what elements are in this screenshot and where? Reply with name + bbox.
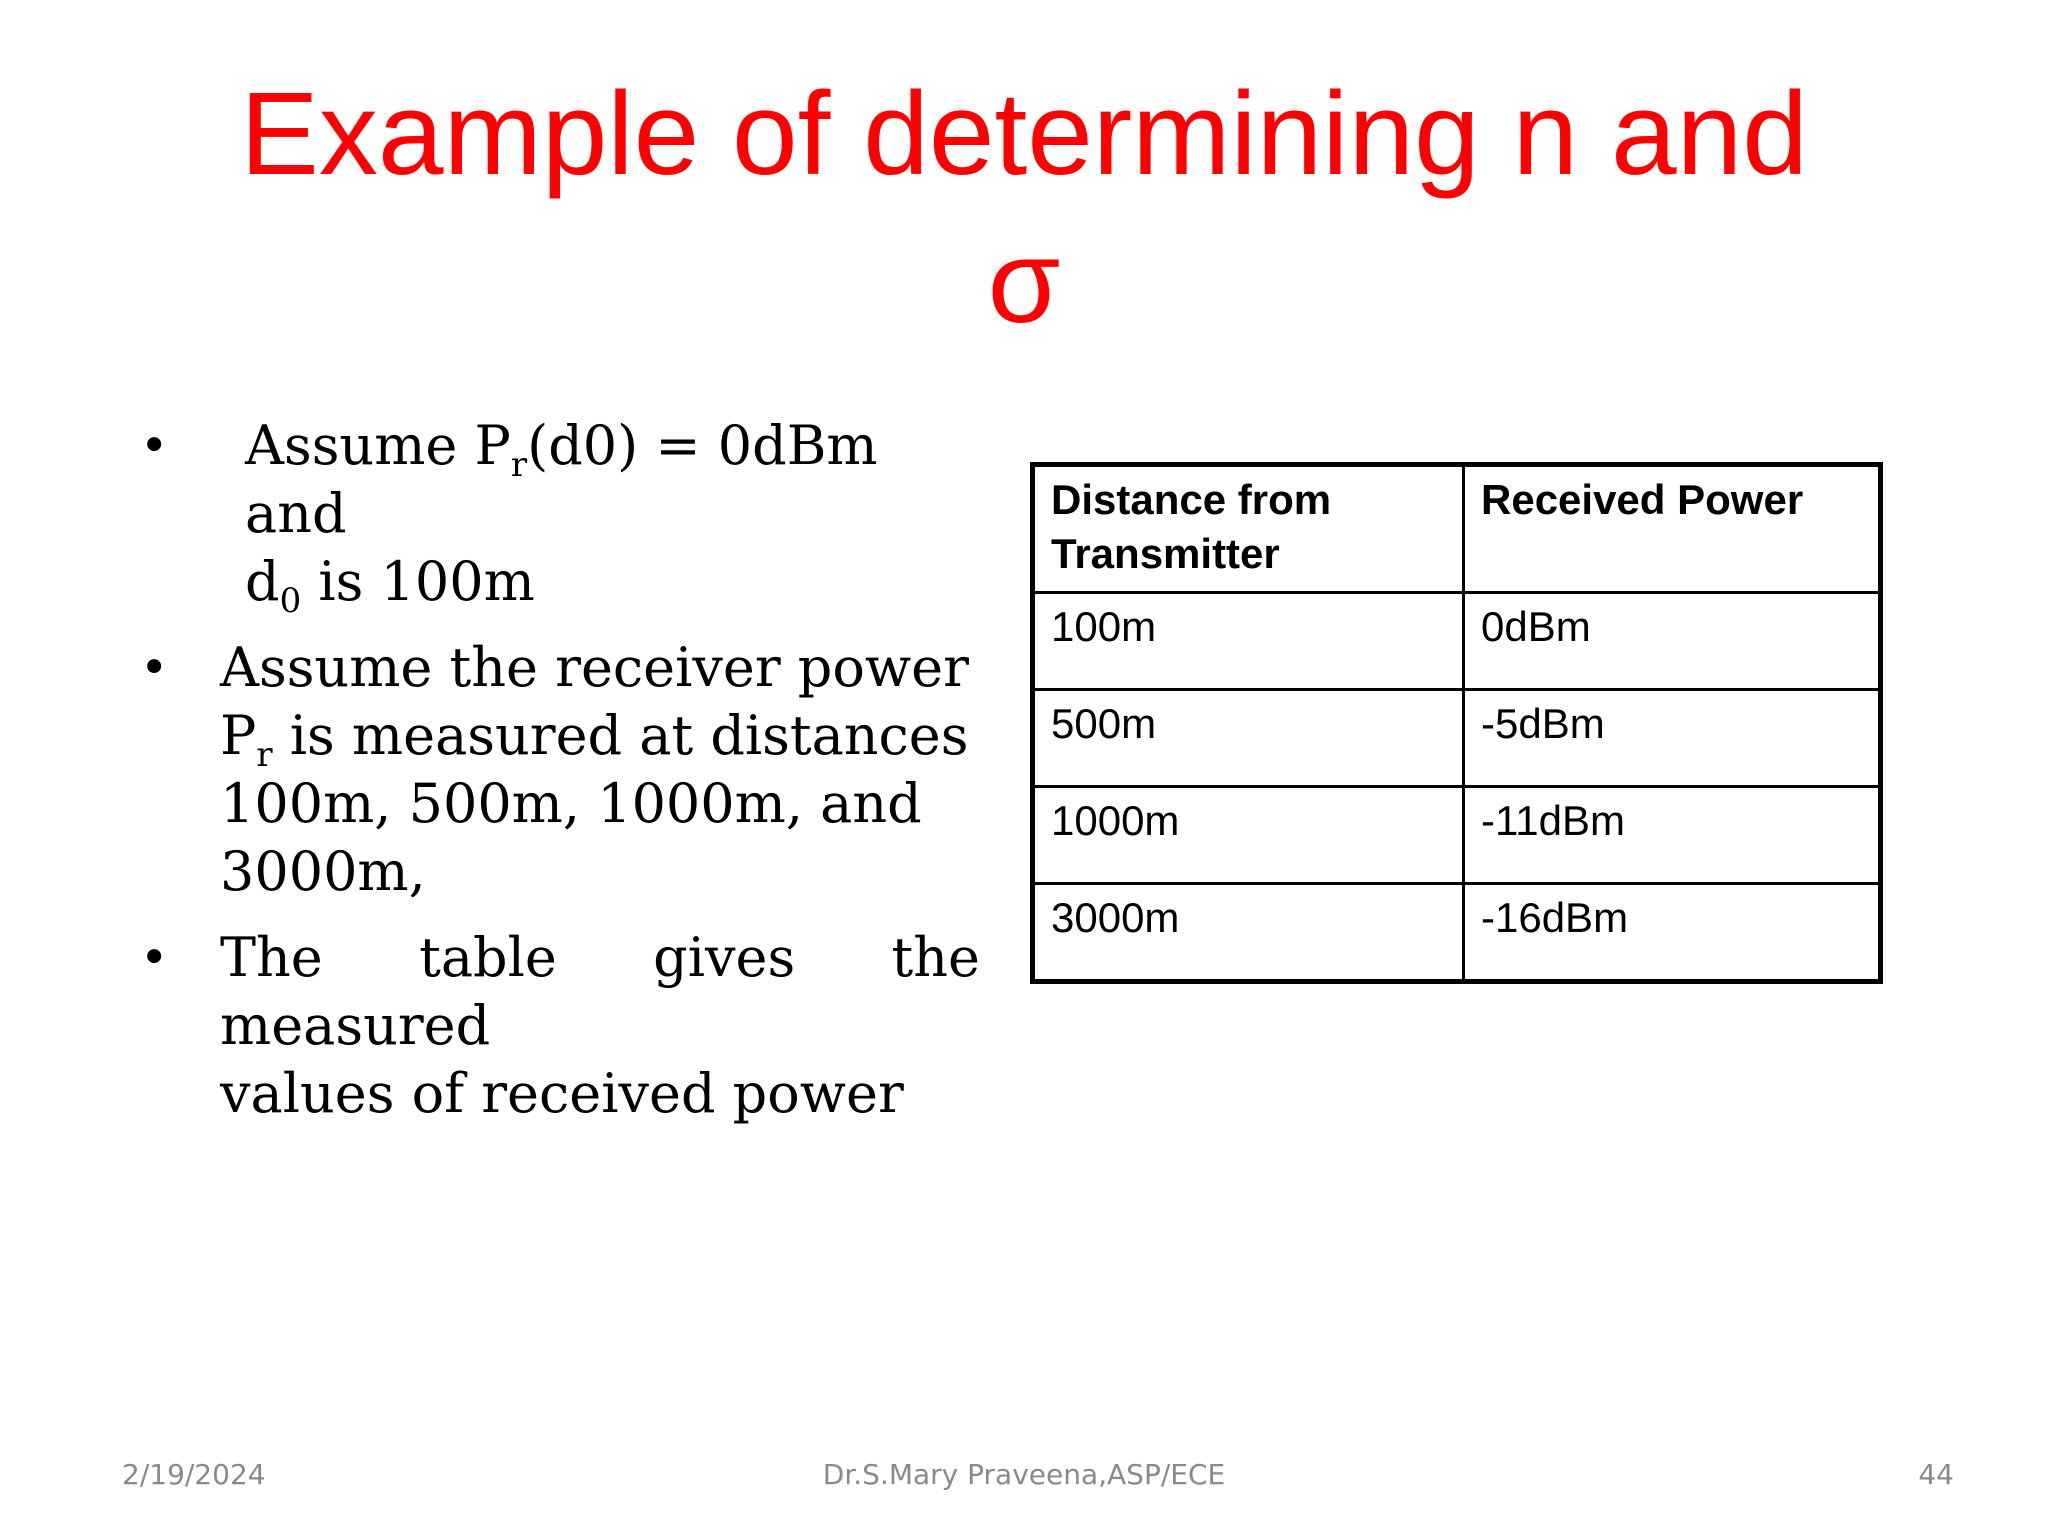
table-row <box>1033 690 1881 787</box>
table-row <box>1033 884 1881 982</box>
bullet-list <box>140 412 980 1146</box>
table-header-power: Received Power <box>1464 465 1881 593</box>
bullet-3-line-2: values of received power <box>220 1062 904 1125</box>
bullet-2-line-4: 3000m, <box>220 840 426 903</box>
footer-author: Dr.S.Mary Praveena,ASP/ECE <box>822 1458 1226 1491</box>
bullet-dot-icon: • <box>140 418 169 474</box>
bullet-2-line-3: 100m, 500m, 1000m, and <box>220 772 922 835</box>
bullet-item-3 <box>140 924 980 1128</box>
table-header-row <box>1033 465 1881 593</box>
bullet-3-line-1: The table gives the measured <box>220 926 980 1057</box>
table-cell-distance: 100m <box>1033 593 1464 690</box>
bullet-2-line-1: Assume the receiver power <box>220 636 969 699</box>
table-row <box>1033 593 1881 690</box>
bullet-1-line-2: $d_0$ is 100m <box>245 550 535 621</box>
table-cell-power: -5dBm <box>1464 690 1881 787</box>
bullet-1-line-1: Assume $P_r(d0) = 0dBm$ and <box>245 414 878 545</box>
table-cell-power: 0dBm <box>1464 593 1881 690</box>
title-line-2: σ <box>987 216 1061 348</box>
footer-date: 2/19/2024 <box>122 1458 266 1491</box>
table-cell-power: -11dBm <box>1464 787 1881 884</box>
table-cell-distance: 3000m <box>1033 884 1464 982</box>
bullet-dot-icon: • <box>140 640 169 696</box>
bullet-2-line-2: $P_r$ is measured at distances <box>220 704 969 775</box>
slide-title <box>0 60 2048 356</box>
table-header-distance: Distance from Transmitter <box>1033 465 1464 593</box>
footer-page-number: 44 <box>1918 1458 1954 1491</box>
title-line-1: Example of determining n and <box>240 68 1808 200</box>
bullet-item-1 <box>140 412 980 621</box>
bullet-dot-icon: • <box>140 930 169 986</box>
table-cell-power: -16dBm <box>1464 884 1881 982</box>
table-cell-distance: 500m <box>1033 690 1464 787</box>
bullet-item-2 <box>140 634 980 906</box>
table-row <box>1033 787 1881 884</box>
table-cell-distance: 1000m <box>1033 787 1464 884</box>
power-table <box>1030 462 1883 984</box>
